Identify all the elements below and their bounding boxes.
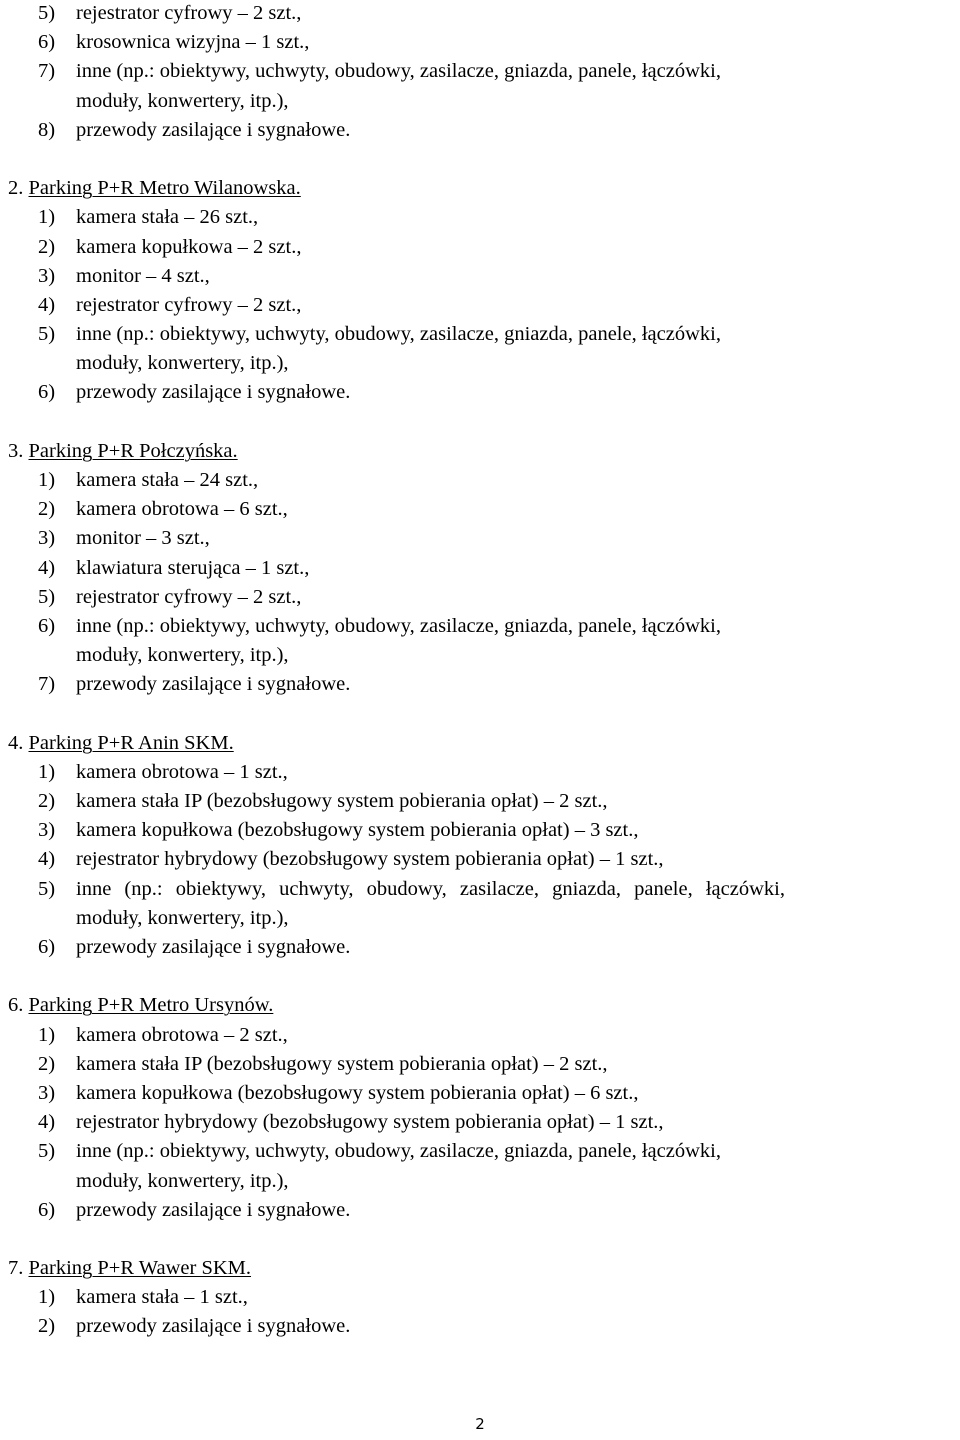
- list-item-continuation: [8, 349, 954, 378]
- list-item-text: przewody zasilające i sygnałowe.: [76, 1315, 351, 1338]
- section-spacer: [8, 145, 954, 174]
- list-item-text: przewody zasilające i sygnałowe.: [76, 673, 351, 696]
- list-item-number: 7): [38, 673, 56, 696]
- list-item-number: 1): [38, 1023, 56, 1046]
- intro-list: [8, 0, 954, 145]
- list-item-text: rejestrator cyfrowy – 2 szt.,: [76, 293, 302, 316]
- list-item: [8, 816, 954, 845]
- list-item-text: monitor – 4 szt.,: [76, 264, 210, 287]
- list-item-number: 2): [38, 235, 56, 258]
- document-body: [8, 0, 954, 1342]
- section-spacer: [8, 408, 954, 437]
- list-item: [8, 262, 954, 291]
- list-item: [8, 1050, 954, 1079]
- list-item-text: przewody zasilające i sygnałowe.: [76, 1198, 351, 1221]
- list-item-text: kamera obrotowa – 1 szt.,: [76, 760, 288, 783]
- list-item-text: monitor – 3 szt.,: [76, 527, 210, 550]
- section-number: 4.: [8, 731, 24, 754]
- list-item-text: kamera stała – 24 szt.,: [76, 469, 259, 491]
- section-heading-text: [8, 174, 301, 203]
- list-item: [8, 1196, 954, 1225]
- list-item-continuation-text: moduły, konwertery, itp.),: [76, 906, 289, 929]
- list-item: [8, 612, 954, 641]
- list-item: [8, 1137, 954, 1166]
- list-item-number: 3): [38, 819, 56, 842]
- list-item-text: kamera stała – 26 szt.,: [76, 206, 259, 229]
- list-item-number: 6): [38, 936, 56, 958]
- list-item: [8, 1108, 954, 1137]
- list-item-text: kamera stała – 1 szt.,: [76, 1286, 248, 1309]
- list-item-text: klawiatura sterująca – 1 szt.,: [76, 556, 310, 579]
- list-item-text: inne (np.: obiektywy, uchwyty, obudowy, zasilacze, gniazda, panele, łączówki,: [76, 1140, 721, 1163]
- section-number: 6.: [8, 994, 24, 1017]
- section: [8, 729, 954, 963]
- section-number: 2.: [8, 177, 24, 200]
- list-item-text: rejestrator cyfrowy – 2 szt.,: [76, 2, 302, 24]
- list-item-continuation: [8, 641, 954, 670]
- list-item-text: inne (np.: obiektywy, uchwyty, obudowy, zasilacze, gniazda, panele, łączówki,: [76, 60, 721, 83]
- list-item: [8, 875, 954, 904]
- list-item-continuation-text: moduły, konwertery, itp.),: [76, 352, 289, 375]
- list-item-continuation-text: moduły, konwertery, itp.),: [76, 644, 289, 667]
- list-item-number: 2): [38, 1052, 56, 1075]
- list-item-text: inne (np.: obiektywy, uchwyty, obudowy, zasilacze, gniazda, panele, łączówki,: [76, 877, 785, 900]
- list-item-number: 3): [38, 527, 56, 550]
- list-item-continuation: [8, 87, 954, 116]
- section-title: Parking P+R Metro Ursynów.: [28, 994, 274, 1017]
- list-item-text: rejestrator cyfrowy – 2 szt.,: [76, 585, 302, 608]
- list-item-text: przewody zasilające i sygnałowe.: [76, 118, 351, 141]
- list-item: [8, 933, 954, 962]
- list-item-number: 2): [38, 498, 56, 521]
- list-item: [8, 1283, 954, 1312]
- list-item-text: inne (np.: obiektywy, uchwyty, obudowy, zasilacze, gniazda, panele, łączówki,: [76, 614, 721, 637]
- list-item-text: kamera kopułkowa – 2 szt.,: [76, 235, 302, 258]
- list-item-number: 1): [38, 760, 56, 783]
- list-item-text: kamera stała IP (bezobsługowy system pobierania opłat) – 2 szt.,: [76, 1052, 608, 1075]
- list-item-continuation-text: moduły, konwertery, itp.),: [76, 89, 289, 112]
- list-item-text: kamera kopułkowa (bezobsługowy system pobierania opłat) – 6 szt.,: [76, 1081, 639, 1104]
- section: [8, 174, 954, 408]
- list-item-number: 5): [38, 585, 56, 608]
- section-number: 7.: [8, 1257, 24, 1280]
- list-item-number: 5): [38, 1140, 56, 1163]
- list-item: [8, 1021, 954, 1050]
- list-item: [8, 291, 954, 320]
- section-heading: [8, 174, 954, 203]
- list-item: [8, 233, 954, 262]
- list-item-number: 1): [38, 469, 56, 491]
- section-heading-text: [8, 729, 234, 758]
- list-item: [8, 378, 954, 407]
- list-item-text: kamera obrotowa – 2 szt.,: [76, 1023, 288, 1046]
- list-item-number: 6): [38, 381, 56, 404]
- list-item: [8, 583, 954, 612]
- list-item-number: 1): [38, 1286, 56, 1309]
- list-item-text: kamera kopułkowa (bezobsługowy system pobierania opłat) – 3 szt.,: [76, 819, 639, 842]
- section-heading-text: [8, 437, 238, 466]
- section: [8, 1254, 954, 1342]
- list-item-continuation: [8, 1167, 954, 1196]
- list-item: [8, 203, 954, 232]
- list-item-number: 5): [38, 323, 56, 346]
- list-item: [8, 495, 954, 524]
- section: [8, 991, 954, 1225]
- section-title: Parking P+R Metro Wilanowska.: [28, 177, 301, 200]
- list-item-number: 3): [38, 264, 56, 287]
- list-item-text: przewody zasilające i sygnałowe.: [76, 936, 351, 958]
- list-item-text: rejestrator hybrydowy (bezobsługowy system pobierania opłat) – 1 szt.,: [76, 1111, 664, 1134]
- list-item-text: inne (np.: obiektywy, uchwyty, obudowy, zasilacze, gniazda, panele, łączówki,: [76, 323, 721, 346]
- list-item-number: 2): [38, 790, 56, 813]
- list-item-continuation-text: moduły, konwertery, itp.),: [76, 1169, 289, 1192]
- section-number: 3.: [8, 439, 24, 462]
- list-item-number: 7): [38, 60, 56, 83]
- list-item-continuation: [8, 904, 954, 933]
- list-item: [8, 758, 954, 787]
- list-item: [8, 670, 954, 699]
- section-heading-text: [8, 1254, 251, 1283]
- section-spacer: [8, 700, 954, 729]
- list-item-number: 4): [38, 556, 56, 579]
- section-spacer: [8, 962, 954, 991]
- list-item: [8, 57, 954, 86]
- list-item-text: krosownica wizyjna – 1 szt.,: [76, 31, 310, 54]
- list-item-number: 4): [38, 848, 56, 871]
- page-number: 2: [475, 1415, 485, 1433]
- list-item-number: 6): [38, 31, 56, 54]
- list-item-number: 4): [38, 1111, 56, 1134]
- list-item-number: 3): [38, 1081, 56, 1104]
- list-item: [8, 1312, 954, 1341]
- list-item: [8, 845, 954, 874]
- list-item-number: 5): [38, 2, 56, 24]
- list-item: [8, 28, 954, 57]
- list-item-text: kamera stała IP (bezobsługowy system pobierania opłat) – 2 szt.,: [76, 790, 608, 813]
- list-item-number: 1): [38, 206, 56, 229]
- sections-container: [8, 145, 954, 1342]
- list-item: [8, 554, 954, 583]
- list-item: [8, 1079, 954, 1108]
- list-item-number: 5): [38, 877, 56, 900]
- section-title: Parking P+R Połczyńska.: [28, 439, 238, 462]
- list-item: [8, 787, 954, 816]
- section-heading: [8, 729, 954, 758]
- section-heading: [8, 437, 954, 466]
- section-title: Parking P+R Wawer SKM.: [28, 1257, 252, 1280]
- list-item-number: 4): [38, 293, 56, 316]
- list-item-text: rejestrator hybrydowy (bezobsługowy system pobierania opłat) – 1 szt.,: [76, 848, 664, 871]
- section-heading-text: [8, 991, 273, 1020]
- section-heading: [8, 991, 954, 1020]
- list-item: [8, 466, 954, 495]
- list-item: [8, 116, 954, 145]
- section: [8, 437, 954, 700]
- list-item-number: 6): [38, 614, 56, 637]
- list-item-text: przewody zasilające i sygnałowe.: [76, 381, 351, 404]
- section-heading: [8, 1254, 954, 1283]
- list-item-number: 8): [38, 118, 56, 141]
- list-item-number: 6): [38, 1198, 56, 1221]
- list-item: [8, 320, 954, 349]
- list-item: [8, 524, 954, 553]
- section-title: Parking P+R Anin SKM.: [28, 731, 234, 754]
- list-item-number: 2): [38, 1315, 56, 1338]
- list-item: [8, 0, 954, 28]
- section-spacer: [8, 1225, 954, 1254]
- list-item-text: kamera obrotowa – 6 szt.,: [76, 498, 288, 521]
